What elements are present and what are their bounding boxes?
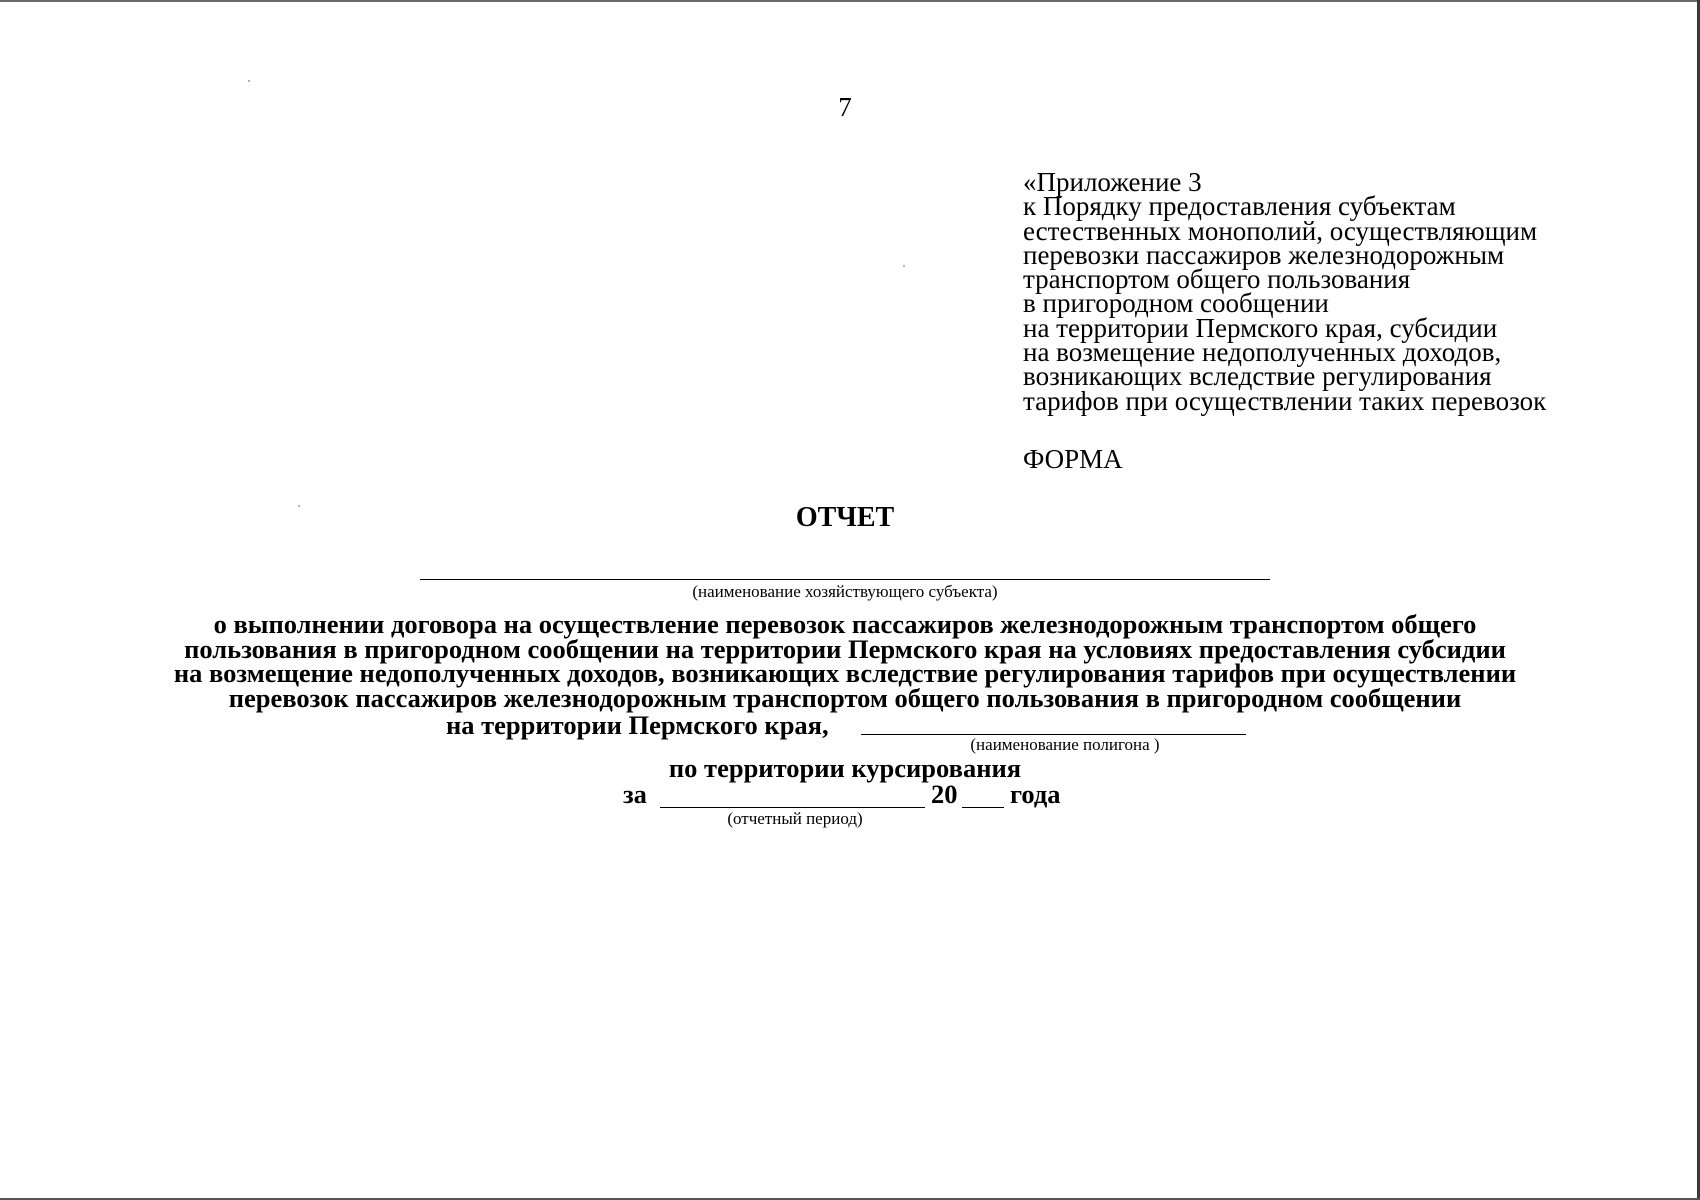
report-description-line: перевозок пассажиров железнодорожным транспортом общего пользования в пригородном сообщении bbox=[228, 682, 1462, 713]
appendix-line: перевозки пассажиров железнодорожным bbox=[1023, 239, 1505, 270]
period-blank[interactable] bbox=[660, 807, 925, 808]
report-description-line: пользования в пригородном сообщении на территории Пермского края на условиях предоставления субсидии bbox=[184, 633, 1506, 664]
entity-name-caption: (наименование хозяйствующего субъекта) bbox=[692, 582, 998, 601]
appendix-line: возникающих вследствие регулирования bbox=[1023, 361, 1492, 392]
appendix-line: «Приложение 3 bbox=[1023, 167, 1202, 197]
year-blank[interactable] bbox=[962, 807, 1004, 808]
polygon-name-caption: (наименование полигона ) bbox=[970, 735, 1160, 754]
report-title: ОТЧЕТ bbox=[795, 502, 895, 533]
period-caption: (отчетный период) bbox=[727, 809, 863, 828]
scan-speck bbox=[903, 265, 905, 267]
appendix-line: транспортом общего пользования bbox=[1023, 264, 1411, 295]
form-label: ФОРМА bbox=[1023, 444, 1123, 474]
appendix-line: на территории Пермского края, субсидии bbox=[1023, 312, 1498, 343]
polygon-prefix: на территории Пермского края, bbox=[446, 710, 829, 740]
entity-name-blank[interactable] bbox=[420, 579, 1270, 580]
report-description-line: о выполнении договора на осуществление перевозок пассажиров железнодорожным транспортом общего bbox=[213, 609, 1477, 639]
period-year-prefix: 20 bbox=[931, 779, 958, 809]
territory-line: по территории курсирования bbox=[668, 753, 1022, 783]
scan-speck bbox=[248, 80, 250, 82]
period-row bbox=[0, 779, 1700, 811]
period-prefix: за bbox=[623, 779, 647, 809]
appendix-line: в пригородном сообщении bbox=[1023, 288, 1329, 319]
period-suffix: года bbox=[1010, 779, 1061, 809]
scan-top-edge bbox=[0, 0, 1700, 2]
report-description-line: на возмещение недополученных доходов, возникающих вследствие регулирования тарифов при осуществлении bbox=[173, 658, 1517, 688]
report-description bbox=[0, 609, 1690, 713]
page-number: 7 bbox=[838, 92, 852, 122]
appendix-line: к Порядку предоставления субъектам bbox=[1023, 191, 1456, 222]
appendix-line: естественных монополий, осуществляющим bbox=[1023, 215, 1538, 246]
appendix-line: на возмещение недополученных доходов, bbox=[1023, 337, 1502, 368]
appendix-line: тарифов при осуществлении таких перевозок bbox=[1023, 385, 1547, 416]
appendix-header bbox=[1023, 167, 1623, 416]
